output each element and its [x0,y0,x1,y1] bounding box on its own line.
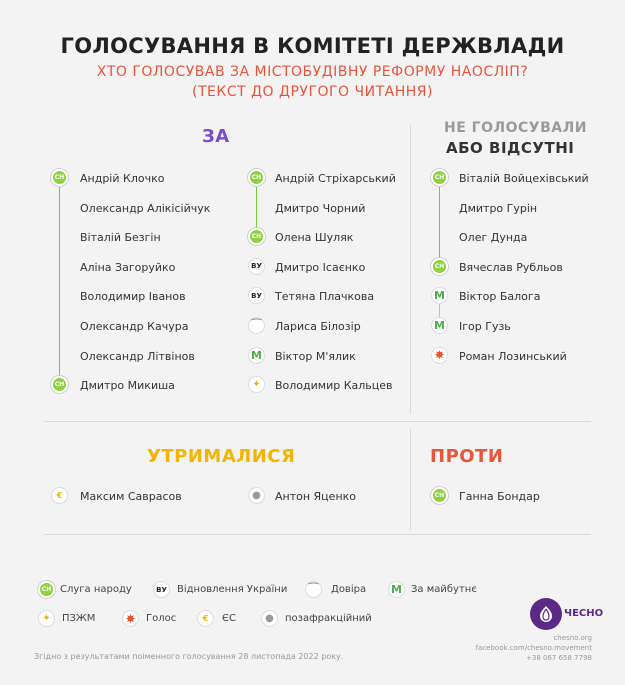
party-badge-sn-icon: СН [248,169,265,186]
page-subtitle-line1: ХТО ГОЛОСУВАВ ЗА МІСТОБУДІВНУ РЕФОРМУ НАОСЛІП? [96,64,529,80]
section-heading-against: ПРОТИ [430,446,504,467]
legend-label: Голос [146,613,177,624]
member-name: Тетяна Плачкова [275,290,375,304]
party-badge-zm-icon: M [431,317,448,334]
divider-horizontal-middle [44,421,591,422]
page-title: ГОЛОСУВАННЯ В КОМІТЕТІ ДЕРЖВЛАДИ [60,34,565,58]
party-badge-es-icon: € [51,487,68,504]
divider-vertical-bottom [410,428,411,530]
member-name: Аліна Загоруйко [80,260,176,274]
party-badge-ho-icon: ✸ [122,610,139,627]
brand-name: ЧЕСНО [564,608,604,619]
member-name: Олег Дунда [459,231,528,245]
party-badge-vu-icon: ВУ [248,258,265,275]
party-badge-doh-icon: ⁀ [305,581,322,598]
legend-label: позафракційний [285,613,372,624]
party-badge-sn-icon: СН [248,228,265,245]
member-name: Ганна Бондар [459,490,540,503]
member-name: Андрій Стріхарський [275,172,396,185]
legend-label: За майбутнє [411,584,477,595]
member-name: Володимир Іванов [80,290,186,304]
member-name: Дмитро Гурін [459,201,538,215]
divider-vertical-top [410,124,411,414]
footer-facebook: facebook.com/chesno.movement [475,644,592,652]
legend-label: Слуга народу [60,584,132,595]
section-heading-abstained: УТРИМАЛИСЯ [147,446,296,467]
party-badge-pf-icon: ● [261,610,278,627]
member-name: Лариса Білозір [275,320,361,333]
party-badge-sn-icon: СН [51,376,68,393]
section-heading-za: ЗА [202,126,230,147]
legend-label: Відновлення України [177,584,288,595]
connector-line-absent [439,178,440,267]
party-badge-sn-icon: СН [51,169,68,186]
member-name: Ігор Гузь [459,320,511,333]
member-name: Володимир Кальцев [275,379,393,393]
member-name: Олена Шуляк [275,231,354,245]
divider-horizontal-bottom [44,534,591,535]
party-badge-zm-icon: M [388,581,405,598]
member-name: Максим Саврасов [80,490,182,503]
member-name: Олександр Алікісійчук [80,201,211,215]
legend-label: ЄС [222,613,236,624]
section-heading-absent-line1: НЕ ГОЛОСУВАЛИ [444,120,587,136]
member-name: Віктор М'ялик [275,349,356,363]
party-badge-zm-icon: M [248,347,265,364]
connector-line-za-col1 [59,178,60,384]
member-name: Антон Яценко [275,490,357,503]
legend-label: ПЗЖМ [62,613,96,624]
party-badge-vu-icon: ВУ [153,581,170,598]
footer-note: Згідно з результатами поіменного голосування 28 листопада 2022 року. [34,652,344,661]
member-name: Віталій Войцехівський [459,172,589,185]
member-name: Дмитро Микиша [80,379,175,393]
member-name: Олександр Качура [80,320,189,333]
member-name: Віталій Безгін [80,231,161,245]
member-name: Роман Лозинський [459,349,567,363]
party-badge-es-icon: € [197,610,214,627]
member-name: Вячеслав Рубльов [459,260,563,274]
party-badge-pz-icon: ✦ [248,376,265,393]
chesno-logo-icon [530,598,562,630]
party-badge-sn-icon: СН [431,487,448,504]
footer-site: chesno.org [553,634,592,642]
party-badge-ho-icon: ✸ [431,347,448,364]
page-subtitle-line2: (ТЕКСТ ДО ДРУГОГО ЧИТАННЯ) [192,84,433,100]
member-name: Дмитро Ісаєнко [275,260,366,274]
party-badge-sn-icon: СН [431,169,448,186]
party-badge-sn-icon: СН [38,581,55,598]
party-badge-pz-icon: ✦ [38,610,55,627]
section-heading-absent-line2: АБО ВІДСУТНІ [446,139,575,157]
member-name: Дмитро Чорний [275,201,366,215]
member-name: Олександр Літвінов [80,349,195,363]
member-name: Віктор Балога [459,290,541,304]
footer-phone: +38 067 658 7798 [526,654,592,662]
party-badge-vu-icon: ВУ [248,287,265,304]
member-name: Андрій Клочко [80,172,165,185]
party-badge-zm-icon: M [431,287,448,304]
party-badge-doh-icon: ⁀ [248,317,265,334]
legend-label: Довіра [331,584,367,595]
party-badge-pf-icon: ● [248,487,265,504]
party-badge-sn-icon: СН [431,258,448,275]
